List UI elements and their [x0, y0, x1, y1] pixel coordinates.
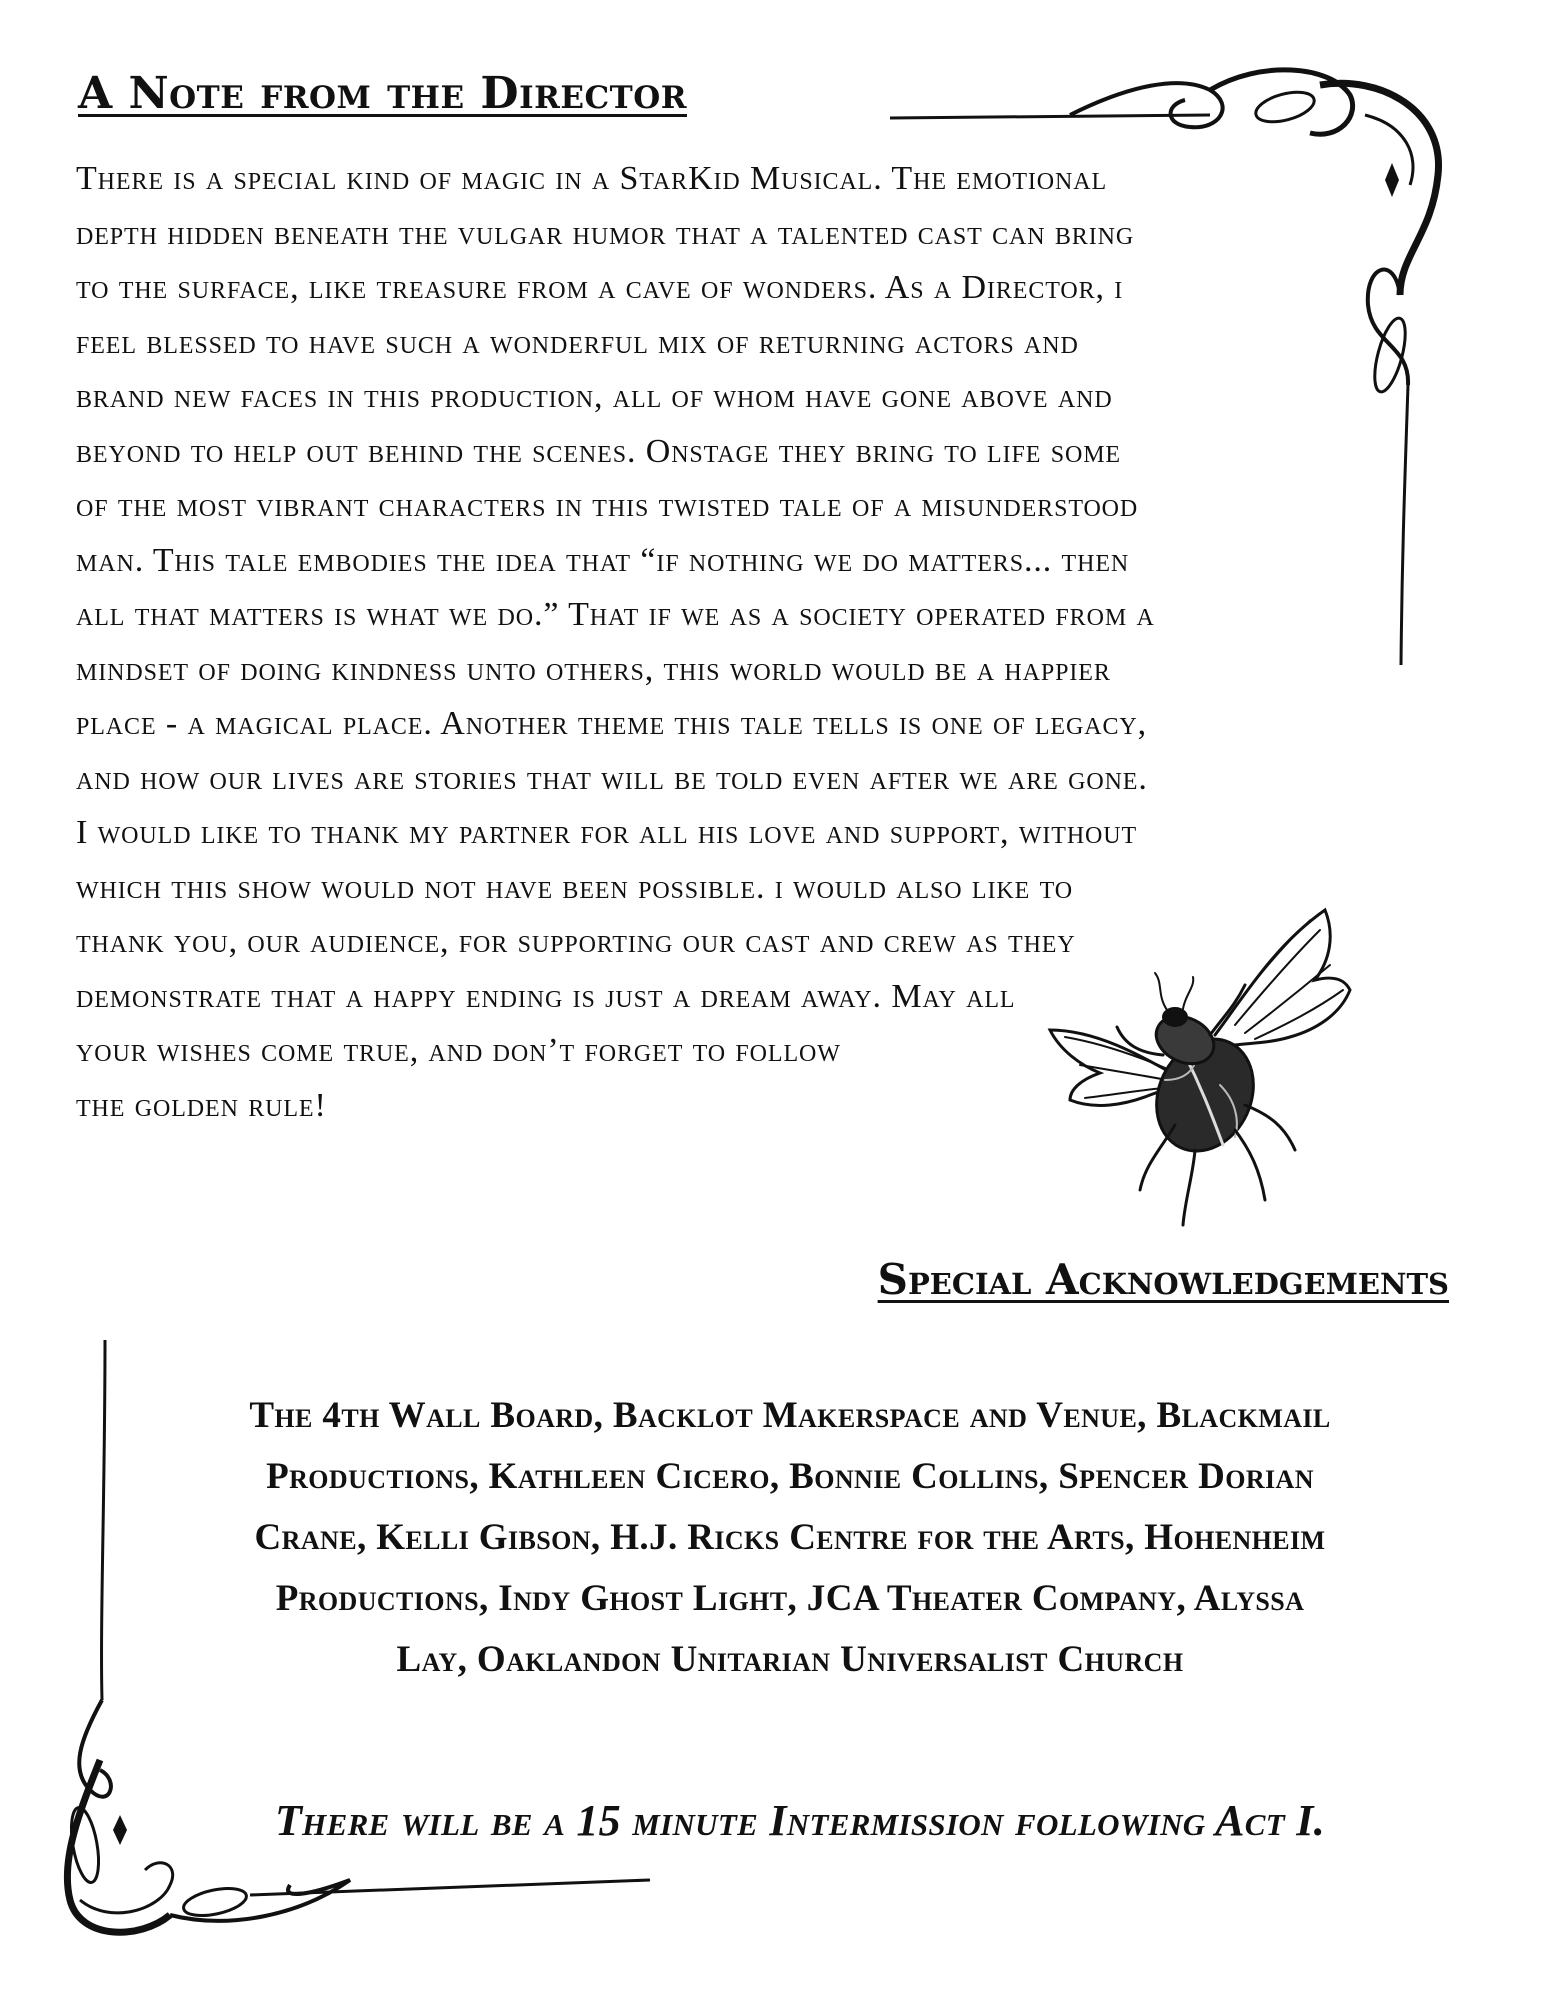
director-note-line: your wishes come true, and don’t forget to follow — [76, 1032, 841, 1069]
acknowledgements-line: The 4th Wall Board, Backlot Makerspace and Venue, Blackmail — [249, 1395, 1331, 1436]
director-note-line: the golden rule! — [76, 1086, 327, 1124]
director-note-line: feel blessed to have such a wonderful mix of returning actors and — [76, 323, 1079, 361]
director-note-line: which this show would not have been possible. i would also like to — [76, 868, 1073, 906]
director-note-line: man. This tale embodies the idea that “if nothing we do matters... then — [76, 541, 1130, 579]
intermission-note: There will be a 15 minute Intermission following Act I. — [275, 1796, 1325, 1845]
director-note-line: mindset of doing kindness unto others, this world would be a happier — [76, 650, 1111, 688]
director-note-line: all that matters is what we do.” That if we as a society operated from a — [76, 596, 1155, 633]
acknowledgements-line: Crane, Kelli Gibson, H.J. Ricks Centre for the Arts, Hohenheim — [254, 1517, 1326, 1558]
acknowledgements-line: Productions, Kathleen Cicero, Bonnie Collins, Spencer Dorian — [266, 1456, 1314, 1497]
director-note-title: A Note from the Director — [78, 68, 687, 119]
director-note-line: thank you, our audience, for supporting our cast and crew as they — [76, 923, 1076, 960]
acknowledgements-title: Special Acknowledgements — [877, 1255, 1449, 1304]
director-note-line: place - a magical place. Another theme this tale tells is one of legacy, — [76, 705, 1147, 742]
acknowledgements-line: Lay, Oaklandon Unitarian Universalist Church — [396, 1639, 1184, 1680]
winged-scarab-icon — [1045, 905, 1375, 1235]
director-note-line: I would like to thank my partner for all his love and support, without — [76, 814, 1138, 851]
director-note-line: of the most vibrant characters in this twisted tale of a misunderstood — [76, 487, 1139, 524]
director-note-line: to the surface, like treasure from a cave of wonders. As a Director, i — [76, 269, 1124, 306]
acknowledgements-line: Productions, Indy Ghost Light, JCA Theater Company, Alyssa — [275, 1578, 1305, 1619]
director-note-line: brand new faces in this production, all of whom have gone above and — [76, 378, 1113, 415]
director-note-line: There is a special kind of magic in a StarKid Musical. The emotional — [76, 160, 1108, 197]
director-note-line: and how our lives are stories that will be told even after we are gone. — [76, 759, 1148, 797]
director-note-line: beyond to help out behind the scenes. Onstage they bring to life some — [76, 432, 1121, 470]
acknowledgements-body — [120, 1385, 1460, 1690]
director-note-line: depth hidden beneath the vulgar humor that a talented cast can bring — [76, 214, 1135, 252]
director-note-line: demonstrate that a happy ending is just a dream away. May all — [76, 977, 1016, 1015]
